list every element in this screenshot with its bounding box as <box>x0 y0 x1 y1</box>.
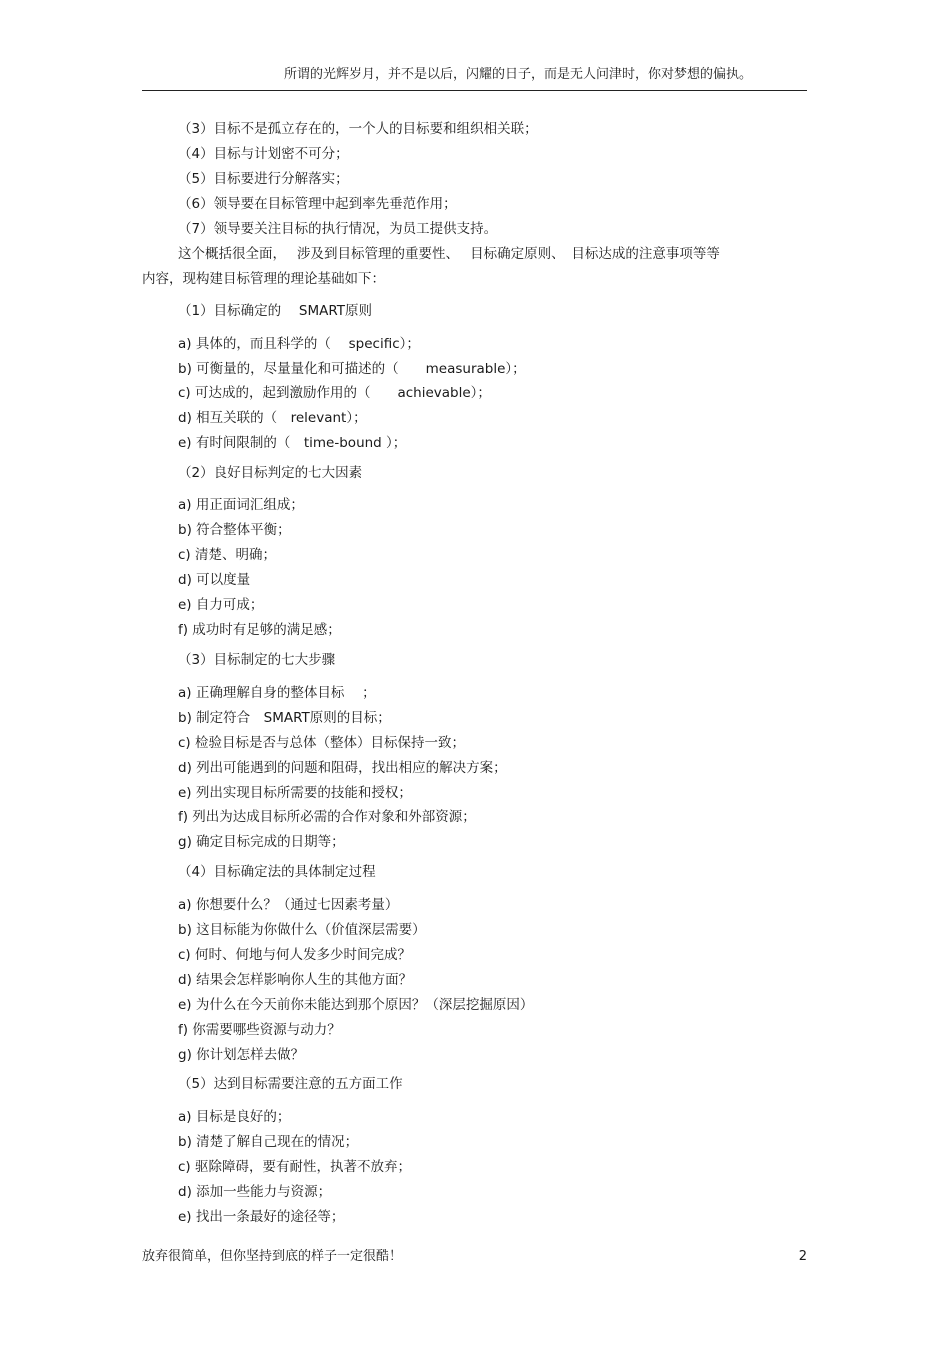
body-line: b) 这目标能为你做什么（价值深层需要） <box>178 922 426 938</box>
body-line: e) 有时间限制的（ time-bound ）； <box>178 435 407 451</box>
body-line: e) 找出一条最好的途径等； <box>178 1209 345 1225</box>
body-line: f) 你需要哪些资源与动力？ <box>178 1022 341 1038</box>
body-line: e) 为什么在今天前你未能达到那个原因？（深层挖掘原因） <box>178 997 534 1013</box>
body-line: d) 相互关联的（ relevant）； <box>178 410 367 426</box>
body-line: d) 可以度量 <box>178 572 251 588</box>
body-line: a) 用正面词汇组成； <box>178 497 304 513</box>
body-line: （7）领导要关注目标的执行情况，为员工提供支持。 <box>178 221 498 237</box>
body-line: b) 制定符合 SMART原则的目标； <box>178 710 391 726</box>
header-divider <box>142 90 807 91</box>
body-line: b) 清楚了解自己现在的情况； <box>178 1134 359 1150</box>
body-line: f) 成功时有足够的满足感； <box>178 622 341 638</box>
body-line: d) 添加一些能力与资源； <box>178 1184 332 1200</box>
body-line: b) 符合整体平衡； <box>178 522 291 538</box>
body-line: d) 结果会怎样影响你人生的其他方面？ <box>178 972 413 988</box>
body-line: 这个概括很全面， 涉及到目标管理的重要性、 目标确定原则、 目标达成的注意事项等等 <box>178 246 720 262</box>
body-line: 内容，现构建目标管理的理论基础如下： <box>142 271 385 287</box>
body-line: （2）良好目标判定的七大因素 <box>178 465 363 481</box>
body-line: c) 可达成的，起到激励作用的（ achievable）； <box>178 385 491 401</box>
body-line: a) 具体的，而且科学的（ specific）； <box>178 336 420 352</box>
body-line: c) 何时、何地与何人发多少时间完成？ <box>178 947 411 963</box>
body-line: a) 目标是良好的； <box>178 1109 291 1125</box>
body-line: （3）目标不是孤立存在的，一个人的目标要和组织相关联； <box>178 121 538 137</box>
body-line: （1）目标确定的 SMART原则 <box>178 303 372 319</box>
body-line: e) 列出实现目标所需要的技能和授权； <box>178 785 412 801</box>
body-line: g) 你计划怎样去做？ <box>178 1047 305 1063</box>
body-line: g) 确定目标完成的日期等； <box>178 834 345 850</box>
body-line: d) 列出可能遇到的问题和阻碍，找出相应的解决方案； <box>178 760 507 776</box>
body-line: （3）目标制定的七大步骤 <box>178 652 336 668</box>
page-number: 2 <box>798 1249 807 1264</box>
body-line: a) 你想要什么？（通过七因素考量） <box>178 897 399 913</box>
body-line: （4）目标与计划密不可分； <box>178 146 349 162</box>
body-line: f) 列出为达成目标所必需的合作对象和外部资源； <box>178 809 476 825</box>
body-line: b) 可衡量的，尽量量化和可描述的（ measurable）； <box>178 361 526 377</box>
body-line: c) 检验目标是否与总体（整体）目标保持一致； <box>178 735 465 751</box>
body-line: a) 正确理解自身的整体目标 ； <box>178 685 376 701</box>
footer-quote: 放弃很简单，但你坚持到底的样子一定很酷！ <box>142 1249 403 1264</box>
body-line: c) 驱除障碍，要有耐性，执著不放弃； <box>178 1159 411 1175</box>
body-line: （5）达到目标需要注意的五方面工作 <box>178 1076 403 1092</box>
body-line: （6）领导要在目标管理中起到率先垂范作用； <box>178 196 457 212</box>
body-line: （4）目标确定法的具体制定过程 <box>178 864 376 880</box>
body-line: c) 清楚、明确； <box>178 547 276 563</box>
body-line: e) 自力可成； <box>178 597 264 613</box>
header-quote: 所谓的光辉岁月，并不是以后，闪耀的日子，而是无人问津时，你对梦想的偏执。 <box>283 67 752 82</box>
body-line: （5）目标要进行分解落实； <box>178 171 349 187</box>
